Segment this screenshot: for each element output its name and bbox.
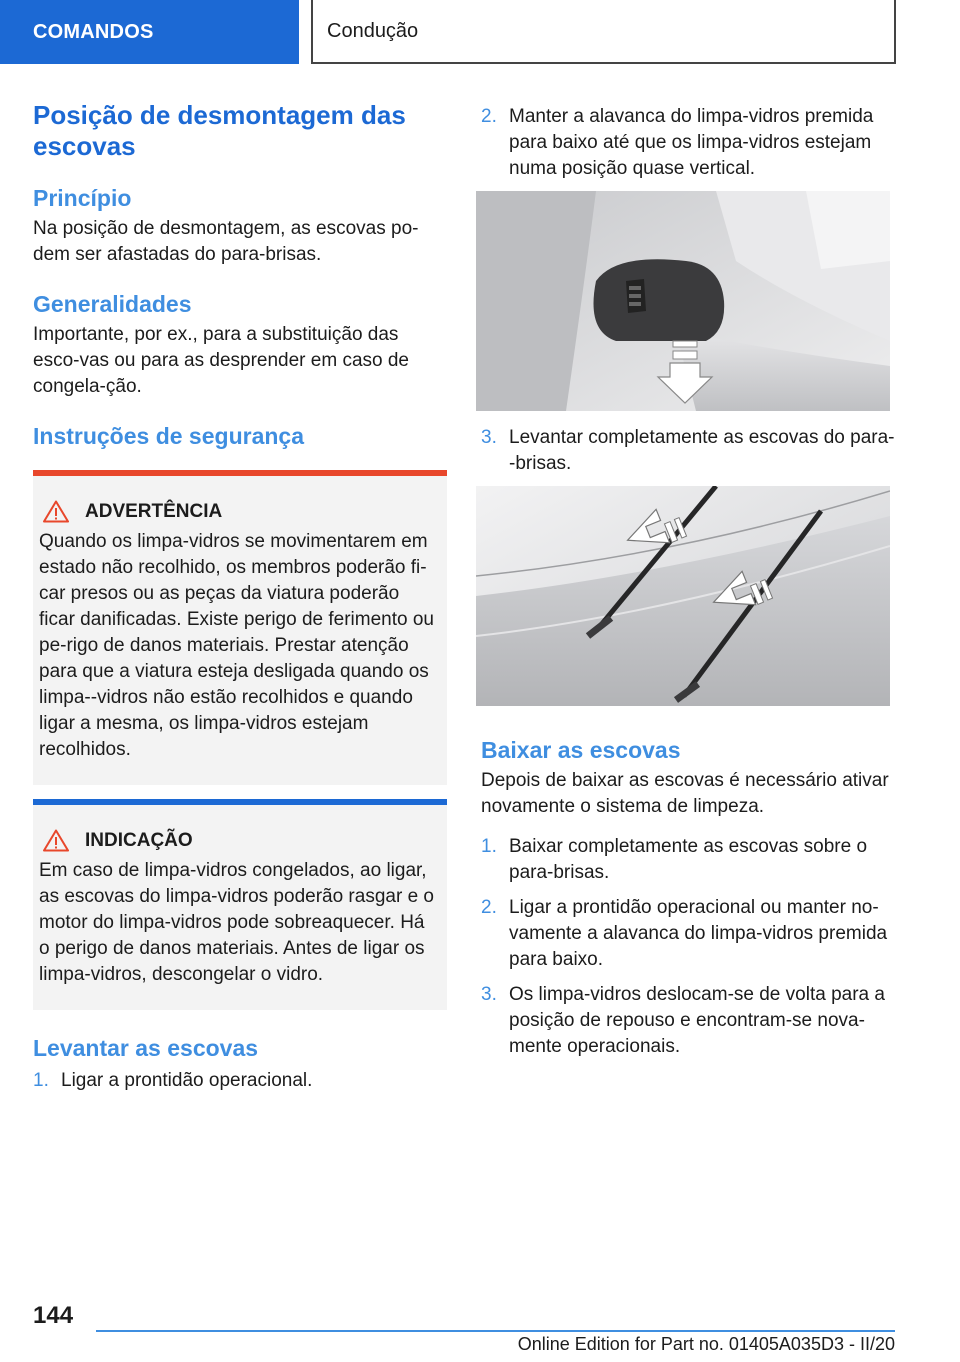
info-header (43, 829, 439, 852)
principle-heading: Princípio (33, 185, 132, 211)
step-text: Manter a alavanca do limpa-vidros premida para baixo até que os limpa-vidros estejam numa posição quase vertical. (509, 106, 874, 179)
step-text: Baixar completamente as escovas sobre o para-brisas. (509, 836, 868, 883)
step-number: 1. (481, 836, 497, 857)
right-column (481, 104, 895, 1069)
list-item (481, 982, 895, 1060)
warning-triangle-icon (43, 500, 69, 523)
page-number: 144 (33, 1302, 74, 1329)
chapter-title: Condução (311, 0, 896, 64)
step-text: Os limpa-vidros deslocam-se de volta para a posição de repouso e encontram-se nova-mente operacionais. (509, 984, 885, 1057)
list-item (481, 425, 895, 477)
lower-text: Depois de baixar as escovas é necessário ativar novamente o sistema de limpeza. (481, 770, 889, 817)
page-title: Posição de desmontagem das escovas (33, 100, 406, 161)
edition-note: Online Edition for Part no. 01405A035D3 - II/20 (517, 1334, 895, 1354)
step-number: 1. (33, 1070, 49, 1091)
warning-title: ADVERTÊNCIA (85, 500, 223, 522)
step-text: Ligar a prontidão operacional ou manter no-vamente a alavanca do limpa-vidros premida para baixo. (509, 897, 888, 970)
wiper-lever-figure (476, 191, 890, 411)
left-column (33, 100, 447, 1103)
principle-text: Na posição de desmontagem, as escovas po-dem ser afastadas do para-brisas. (33, 218, 419, 265)
general-heading: Generalidades (33, 291, 192, 317)
raise-heading: Levantar as escovas (33, 1035, 259, 1061)
lower-heading: Baixar as escovas (481, 737, 681, 763)
lower-steps-list (481, 834, 895, 1060)
wiper-lever-illustration (476, 191, 890, 411)
step-text: Levantar completamente as escovas do para--brisas. (509, 427, 895, 474)
warning-box (33, 470, 447, 785)
warning-triangle-icon (43, 829, 69, 852)
step-number: 3. (481, 427, 497, 448)
raise-steps-continued (481, 104, 895, 182)
general-text: Importante, por ex., para a substituição das esco-vas ou para as desprender em caso de congela-ção. (33, 324, 409, 397)
step-text: Ligar a prontidão operacional. (61, 1070, 313, 1091)
step-number: 2. (481, 897, 497, 918)
footer-divider (96, 1330, 895, 1332)
warning-text: Quando os limpa-vidros se movimentarem em estado não recolhido, os membros poderão fi-car presos ou as peças da viatura poderão ficar danificadas. Existe perigo de ferimento ou pe-rigo de danos materiais. Prestar atenção para que a viatura esteja desligada quando os limpa--vidros não estão recolhidos e quando ligar a mesma, os limpa-vidros estejam recolhidos. (39, 531, 434, 760)
step-number: 3. (481, 984, 497, 1005)
list-item (481, 834, 895, 886)
list-item (33, 1068, 447, 1094)
info-text: Em caso de limpa-vidros congelados, ao ligar, as escovas do limpa-vidros poderão rasgar e o motor do limpa-vidros pode sobreaquecer. Há o perigo de danos materiais. Antes de ligar os limpa-vidros, descongelar o vidro. (39, 860, 434, 985)
wiper-raised-illustration (476, 486, 890, 706)
section-tab: COMANDOS (0, 0, 299, 64)
list-item (481, 104, 895, 182)
info-box (33, 799, 447, 1010)
raise-steps-continued-2 (481, 425, 895, 477)
list-item (481, 895, 895, 973)
safety-heading: Instruções de segurança (33, 423, 304, 449)
wiper-raised-figure (476, 486, 890, 706)
raise-steps-list (33, 1068, 447, 1094)
info-title: INDICAÇÃO (85, 829, 193, 851)
step-number: 2. (481, 106, 497, 127)
warning-header (43, 500, 439, 523)
